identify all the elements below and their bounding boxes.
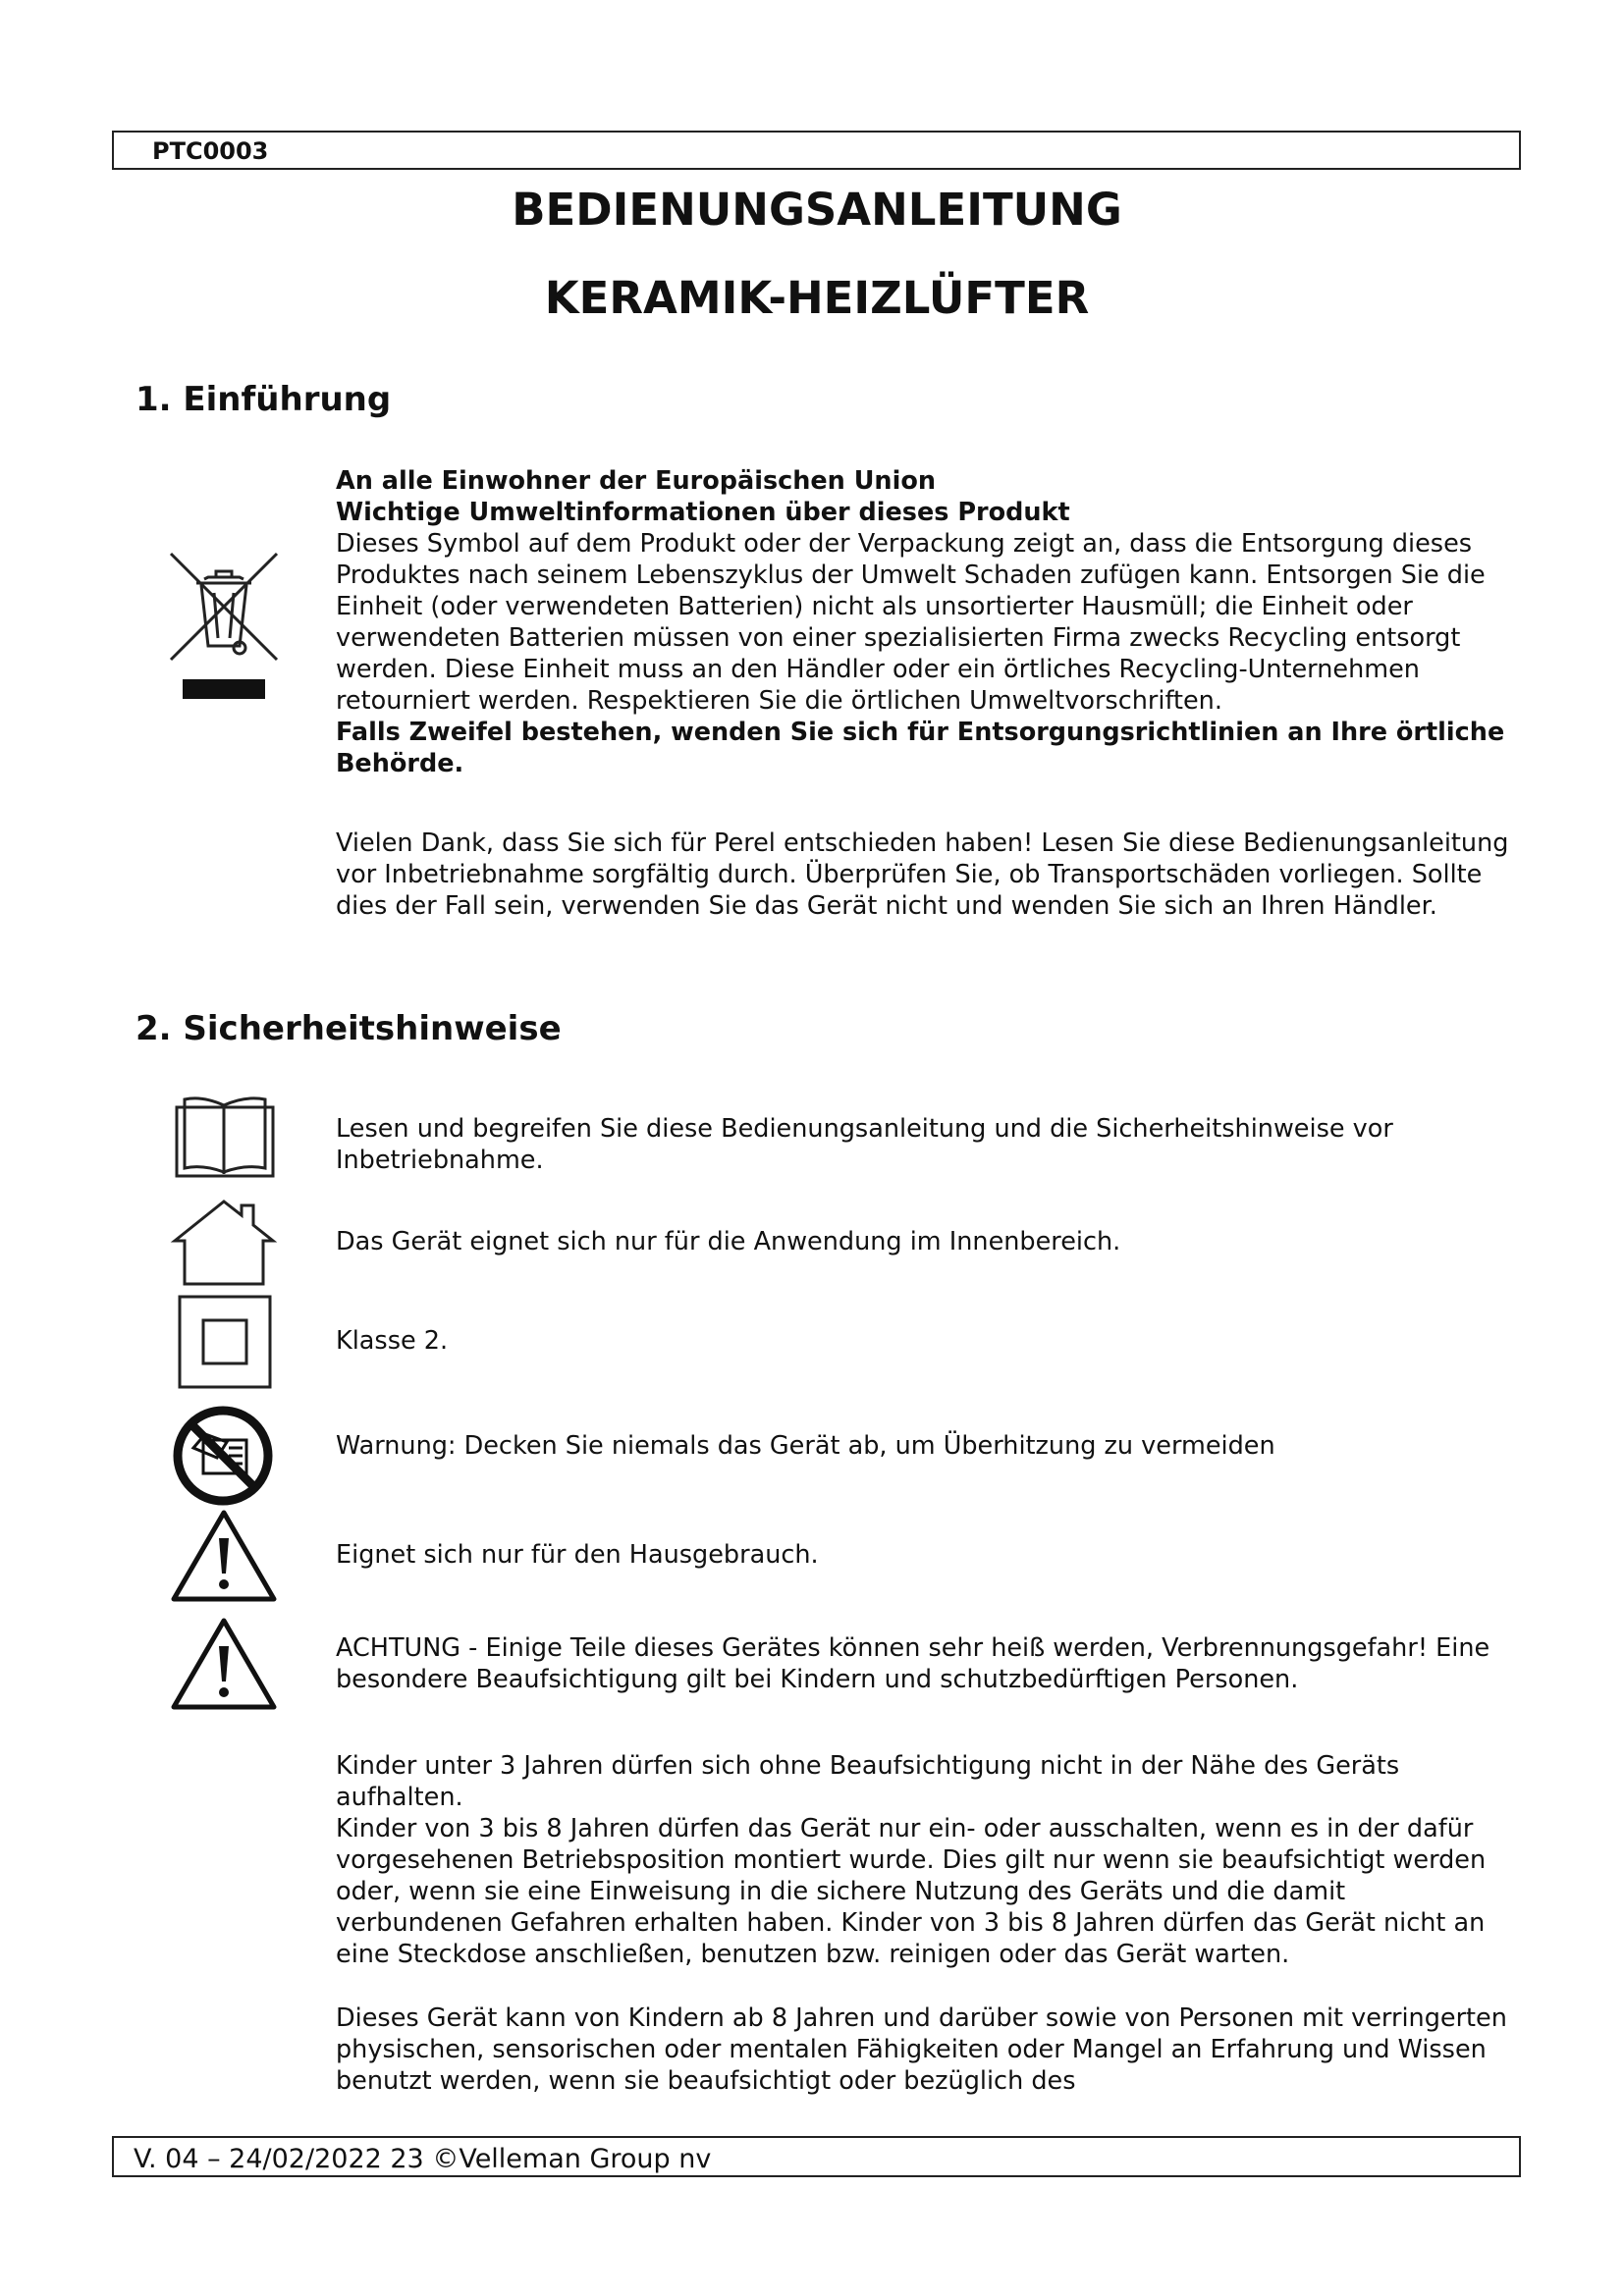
weee-body: Dieses Symbol auf dem Produkt oder der Verpackung zeigt an, dass die Entsorgung dieses Produktes nach seinem Lebenszyklus der Umwelt Schaden zufügen kann. Entsorgen Sie die Einheit (oder verwendeten Batterien) nicht als unsortierter Hausmüll; die Einheit oder verwendeten Batterien müssen von einer spezialisierten Firma zwecks Recycling entsorgt werden. Diese Einheit muss an den Händler oder ein örtliches Recycling-Unternehmen retourniert werden. Respektieren Sie die örtlichen Umweltvorschriften. [336,529,1486,716]
children-under3-text: Kinder unter 3 Jahren dürfen sich ohne Beaufsichtigung nicht in der Nähe des Geräts aufhalten. [336,1751,1400,1812]
indoor-house-icon [169,1198,279,1292]
weee-info-block [336,465,1514,779]
children-3to8-text: Kinder von 3 bis 8 Jahren dürfen das Gerät nur ein- oder ausschalten, wenn es in der dafür vorgesehenen Betriebsposition montiert wurde. Dies gilt nur wenn sie beaufsichtigt werden oder, wenn sie eine Einweisung in die sichere Nutzung des Geräts und die damit verbundenen Gefahren erhalten haben. Kinder von 3 bis 8 Jahren dürfen das Gerät nicht an eine Steckdose anschließen, benutzen bzw. reinigen oder das Gerät warten. [336,1814,1487,1969]
no-cover-text: Warnung: Decken Sie niemals das Gerät ab, um Überhitzung zu vermeiden [336,1431,1275,1461]
children-8plus-text: Dieses Gerät kann von Kindern ab 8 Jahren und darüber sowie von Personen mit verringerten physischen, sensorischen oder mentalen Fähigkeiten oder Mangel an Erfahrung und Wissen benutzt werden, wenn sie beaufsichtigt oder bezüglich des [336,2003,1507,2096]
household-text: Eignet sich nur für den Hausgebrauch. [336,1540,819,1570]
hot-warning-text: ACHTUNG - Einige Teile dieses Gerätes können sehr heiß werden, Verbrennungsgefahr! Eine besondere Beaufsichtigung gilt bei Kindern und schutzbedürftigen Personen. [336,1633,1490,1694]
document-title: BEDIENUNGSANLEITUNG [512,184,1122,236]
section1-heading: 1. Einführung [135,380,392,419]
class2-icon [178,1295,272,1393]
section2-heading: 2. Sicherheitshinweise [135,1009,562,1048]
header-box [112,131,1521,170]
document-subtitle: KERAMIK-HEIZLÜFTER [544,272,1090,324]
weee-line2: Wichtige Umweltinformationen über dieses Produkt [336,498,1070,527]
read-manual-icon [173,1095,277,1182]
footer-text: V. 04 – 24/02/2022 23 ©Velleman Group nv [134,2144,712,2174]
weee-bold-note: Falls Zweifel bestehen, wenden Sie sich für Entsorgungsrichtlinien an Ihre örtliche Behörde. [336,718,1505,778]
hot-warning-triangle-icon [170,1617,278,1715]
class2-text: Klasse 2. [336,1326,449,1356]
read-manual-text: Lesen und begreifen Sie diese Bedienungsanleitung und die Sicherheitshinweise vor Inbetriebnahme. [336,1114,1393,1175]
thanks-paragraph: Vielen Dank, dass Sie sich für Perel entschieden haben! Lesen Sie diese Bedienungsanleitung vor Inbetriebnahme sorgfältig durch. Überprüfen Sie, ob Transportschäden vorliegen. Sollte dies der Fall sein, verwenden Sie das Gerät nicht und wenden Sie sich an Ihren Händler. [336,828,1509,921]
indoor-text: Das Gerät eignet sich nur für die Anwendung im Innenbereich. [336,1227,1121,1256]
weee-bin-icon [165,550,283,711]
footer-box [112,2136,1521,2177]
warning-triangle-icon [170,1509,278,1607]
do-not-cover-icon [170,1403,276,1513]
model-code: PTC0003 [152,137,269,165]
weee-line1: An alle Einwohner der Europäischen Union [336,466,936,496]
